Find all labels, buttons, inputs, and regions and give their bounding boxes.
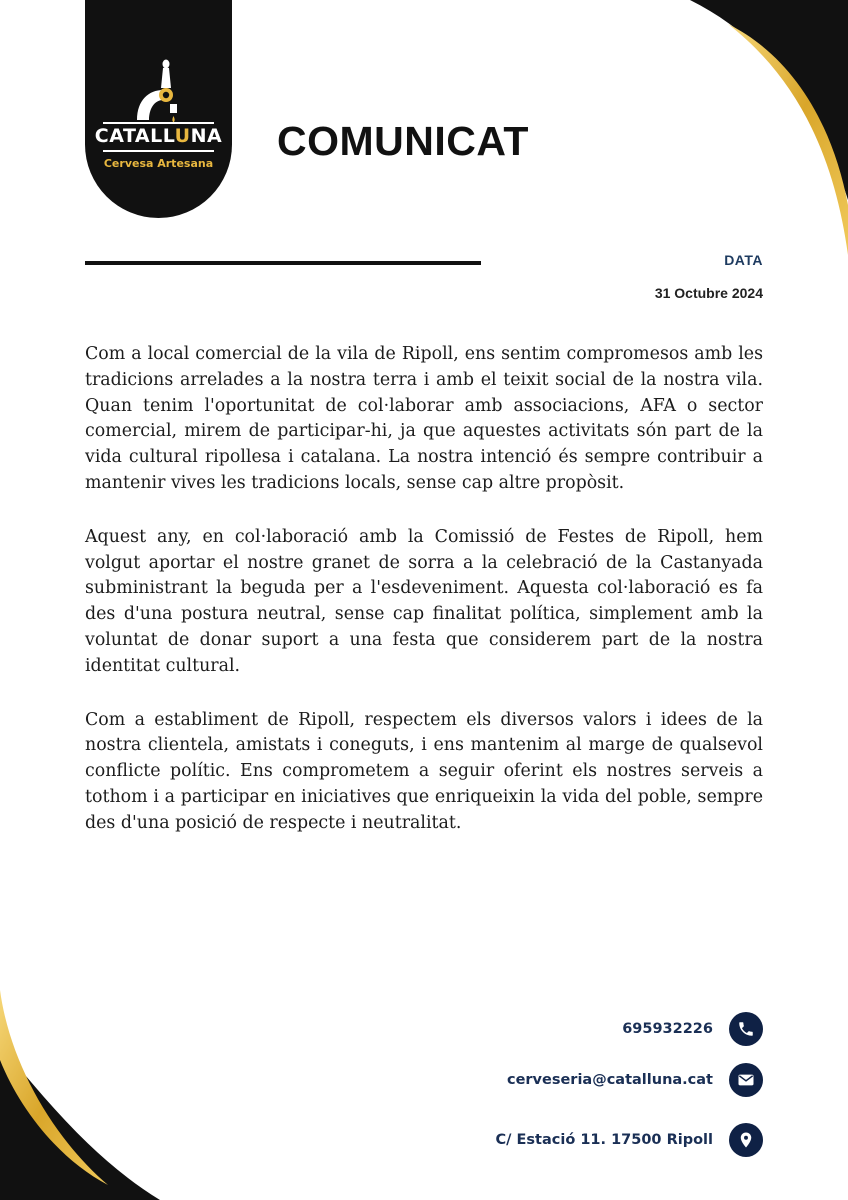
brand-top-rule: [103, 122, 214, 124]
bottom-left-swoosh: [0, 990, 160, 1200]
paragraph-2: Aquest any, en col·laboració amb la Comissió de Festes de Ripoll, hem volgut aportar el nostre granet de sorra a la celebració de la Castanyada subministrant la beguda per a l'esdeveniment. Aquesta col·laboració es fa des d'una postura neutral, sense cap finalitat política, simplement amb la voluntat de donar suport a una festa que considerem part de la nostra identitat cultural.: [85, 526, 763, 676]
contact-email: [507, 1063, 763, 1097]
brand-bottom-rule: [103, 150, 214, 152]
mail-icon: [729, 1063, 763, 1097]
phone-icon: [729, 1012, 763, 1046]
header-divider: [85, 261, 481, 265]
phone-number[interactable]: 695932226: [622, 1021, 713, 1037]
document-title: COMUNICAT: [277, 118, 529, 164]
contact-address: [496, 1123, 763, 1157]
brand-name: CATALLUNA: [94, 125, 223, 147]
top-right-swoosh: [690, 0, 848, 255]
date-label: DATA: [724, 252, 763, 268]
email-address[interactable]: cerveseria@catalluna.cat: [506, 1072, 713, 1088]
street-address: C/ Estació 11. 17500 Ripoll: [495, 1132, 713, 1148]
date-value: 31 Octubre 2024: [654, 285, 763, 301]
brand-tagline: Cervesa Artesana: [103, 157, 214, 170]
paragraph-3: Com a establiment de Ripoll, respectem els diversos valors i idees de la nostra clientela, amistats i coneguts, i ens mantenim al marge de qualsevol conflicte polític. Ens comprometem a seguir oferint els nostres serveis a tothom i a participar en iniciatives que enriqueixin la vida del poble, sempre des d'una posició de respecte i neutralitat.: [85, 709, 763, 833]
location-pin-icon: [729, 1123, 763, 1157]
paragraph-1: Com a local comercial de la vila de Ripoll, ens sentim compromesos amb les tradicions arrelades a la nostra terra i amb el teixit social de la nostra vila. Quan tenim l'oportunitat de col·laborar amb associacions, AFA o sector comercial, mirem de participar-hi, ja que aquestes activitats són part de la vida cultural ripollesa i catalana. La nostra intenció és sempre contribuir a mantenir vives les tradicions locals, sense cap altre propòsit.: [85, 344, 763, 493]
beer-tap-icon: [133, 58, 185, 124]
document-body: [85, 342, 763, 865]
brand-logo: [85, 0, 232, 218]
contact-phone: [622, 1012, 763, 1046]
